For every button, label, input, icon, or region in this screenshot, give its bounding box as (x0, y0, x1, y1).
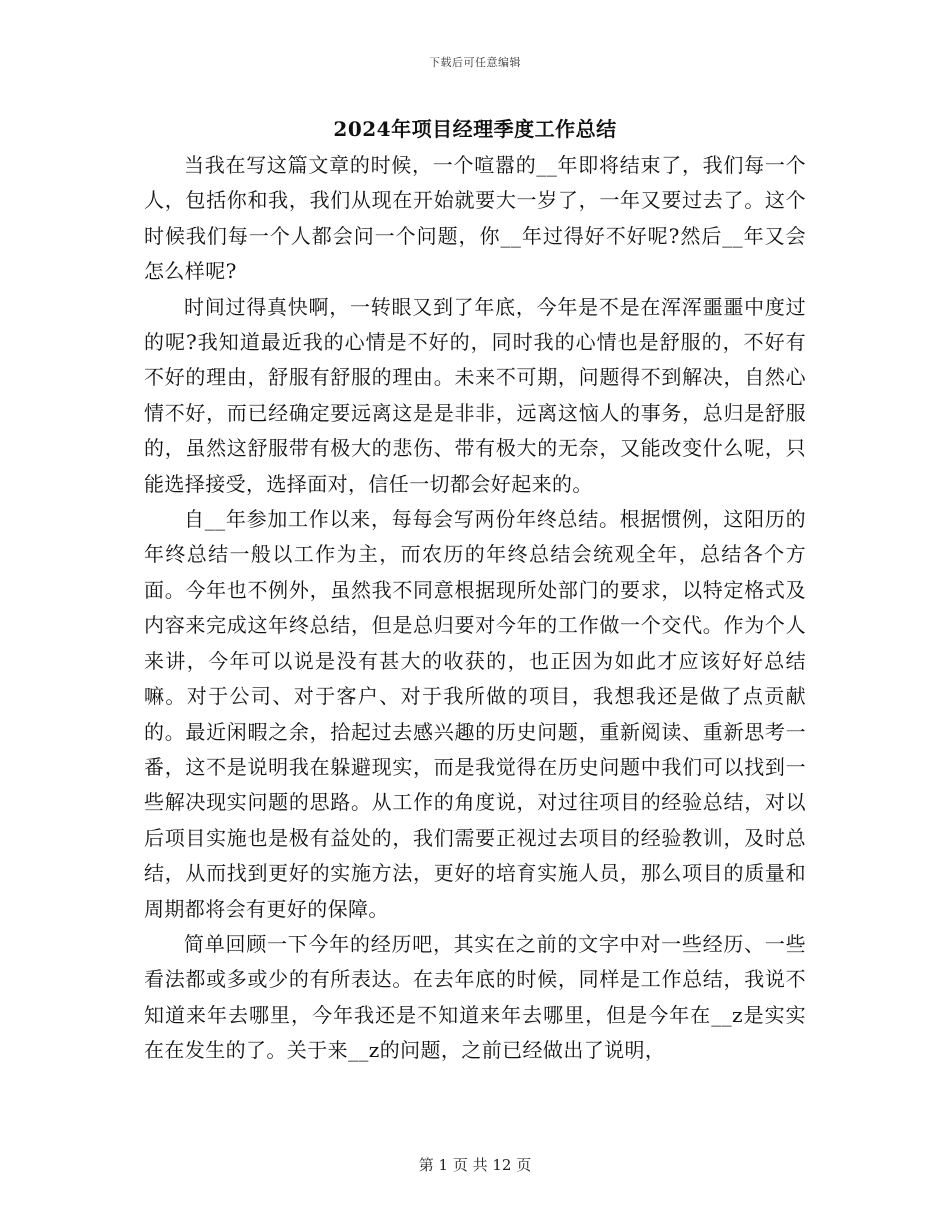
document-body (144, 148, 806, 1069)
page-footer: 第 1 页 共 12 页 (418, 1156, 532, 1174)
paragraph: 简单回顾一下今年的经历吧，其实在之前的文字中对一些经历、一些看法都或多或少的有所表达。在去年底的时候，同样是工作总结，我说不知道来年去哪里，今年我还是不知道来年去哪里，但是今年在__z是实实在在发生的了。关于来__z的问题，之前已经做出了说明， (144, 931, 806, 1063)
header-note: 下载后可任意编辑 (429, 56, 521, 69)
paragraph: 当我在写这篇文章的时候，一个喧嚣的__年即将结束了，我们每一个人，包括你和我，我们从现在开始就要大一岁了，一年又要过去了。这个时候我们每一个人都会问一个问题，你__年过得好不好呢?然后__年又会怎么样呢? (144, 153, 806, 284)
paragraph: 时间过得真快啊，一转眼又到了年底，今年是不是在浑浑噩噩中度过的呢?我知道最近我的心情是不好的，同时我的心情也是舒服的，不好有不好的理由，舒服有舒服的理由。未来不可期，问题得不到解决，自然心情不好，而已经确定要远离这是是非非，远离这恼人的事务，总归是舒服的，虽然这舒服带有极大的悲伤、带有极大的无奈，又能改变什么呢，只能选择接受，选择面对，信任一切都会好起来的。 (144, 294, 806, 496)
document-title: 2024年项目经理季度工作总结 (333, 117, 617, 141)
paragraph: 自__年参加工作以来，每每会写两份年终总结。根据惯例，这阳历的年终总结一般以工作为主，而农历的年终总结会统观全年，总结各个方面。今年也不例外，虽然我不同意根据现所处部门的要求，以特定格式及内容来完成这年终总结，但是总归要对今年的工作做一个交代。作为个人来讲，今年可以说是没有甚大的收获的，也正因为如此才应该好好总结嘛。对于公司、对于客户、对于我所做的项目，我想我还是做了点贡献的。最近闲暇之余，拾起过去感兴趣的历史问题，重新阅读、重新思考一番，这不是说明我在躲避现实，而是我觉得在历史问题中我们可以找到一些解决现实问题的思路。从工作的角度说，对过往项目的经验总结，对以后项目实施也是极有益处的，我们需要正视过去项目的经验教训，及时总结，从而找到更好的实施方法，更好的培育实施人员，那么项目的质量和周期都将会有更好的保障。 (144, 507, 806, 921)
